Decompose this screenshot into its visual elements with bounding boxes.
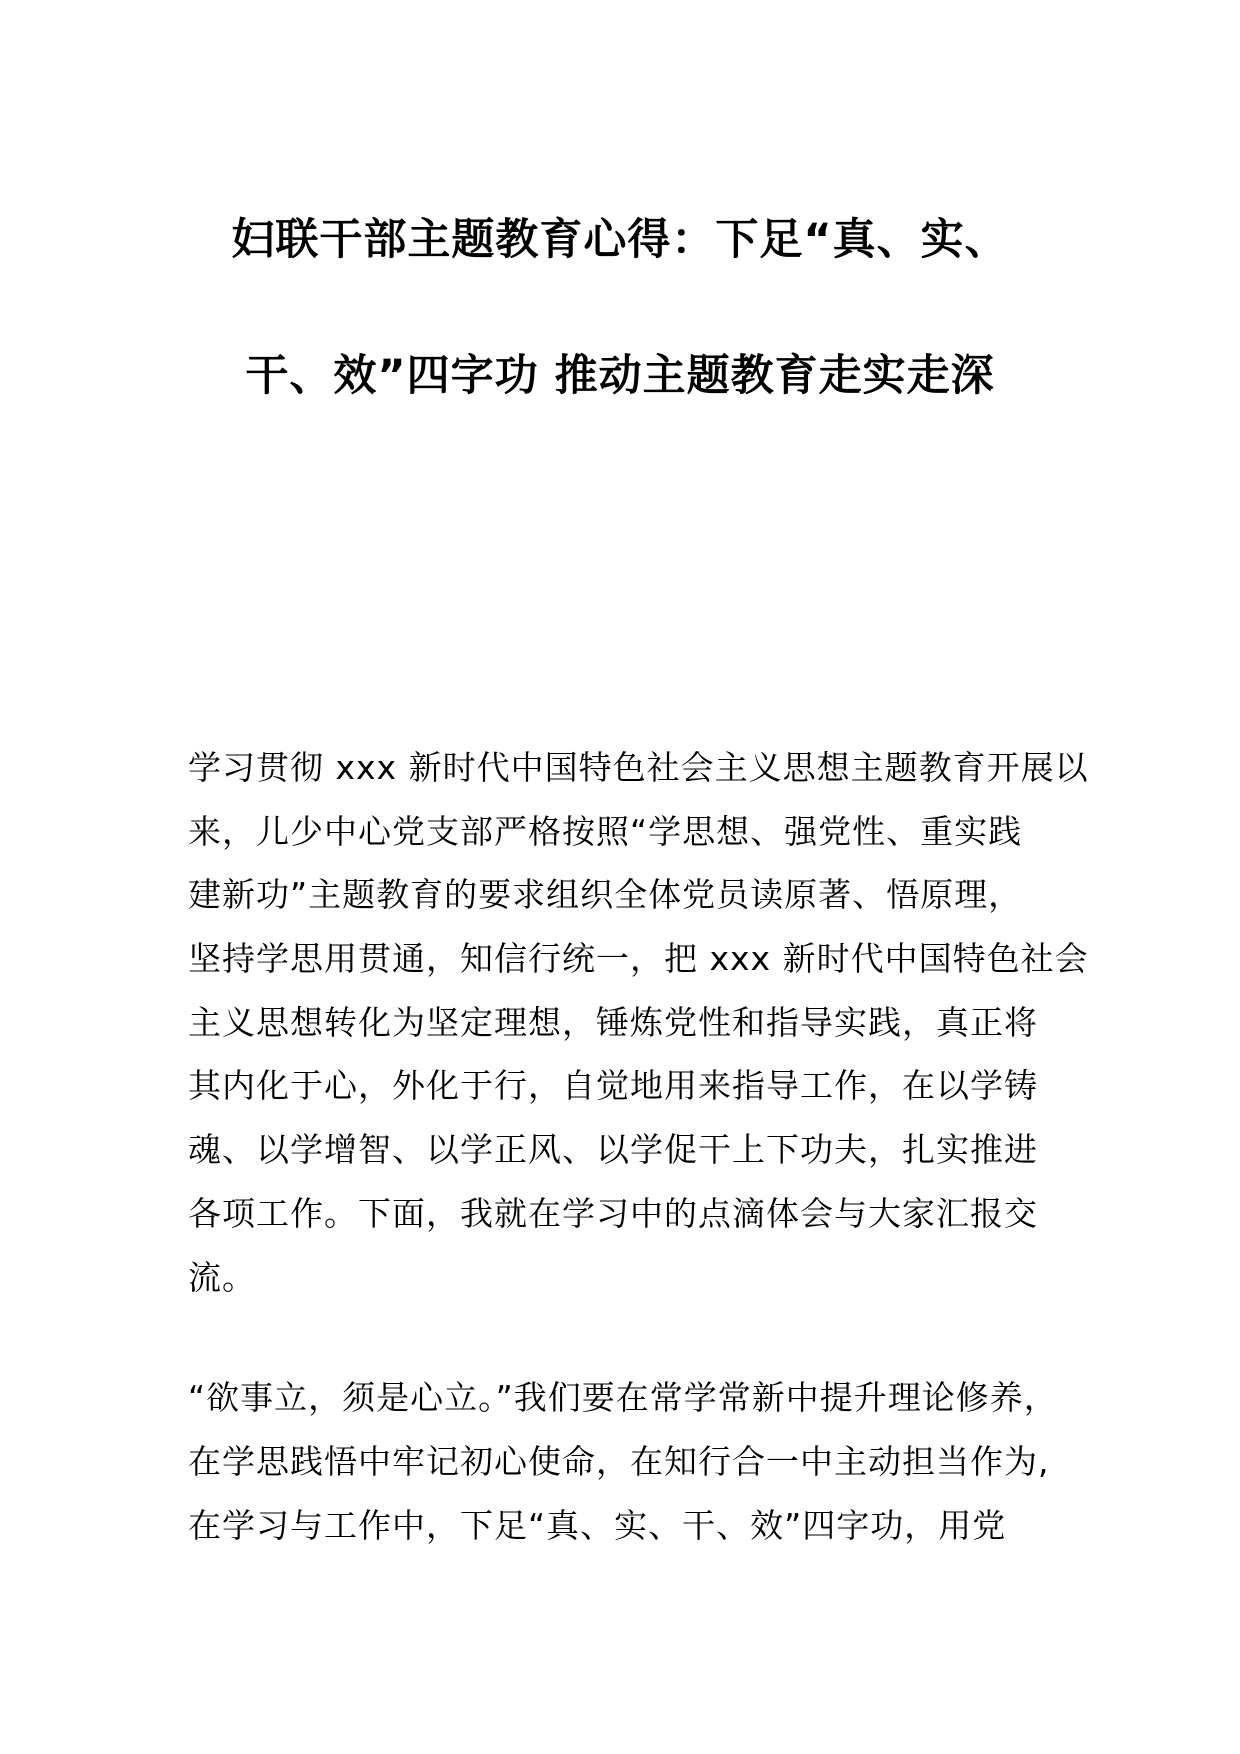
paragraph-line: 其内化于心，外化于行，自觉地用来指导工作，在以学铸 (188, 1066, 1038, 1106)
paragraph-line: 坚持学思用贯通，知信行统一，把 xxx 新时代中国特色社会 (188, 939, 1089, 979)
paragraph-line: 主义思想转化为坚定理想，锤炼党性和指导实践，真正将 (188, 1002, 1038, 1042)
paragraph-line: 各项工作。下面，我就在学习中的点滴体会与大家汇报交 (188, 1193, 1038, 1233)
paragraph-line: 建新功”主题教育的要求组织全体党员读原著、悟原理， (188, 875, 1023, 915)
paragraph-line: 流。 (188, 1257, 256, 1297)
paragraph-line: 在学习与工作中，下足“真、实、干、效”四字功，用党 (188, 1505, 1007, 1545)
paragraph-line: 学习贯彻 xxx 新时代中国特色社会主义思想主题教育开展以 (188, 748, 1089, 787)
title-line-2: 干、效”四字功 推动主题教育走实走深 (245, 351, 995, 401)
title-line-1: 妇联干部主题教育心得：下足“真、实、 (231, 215, 1009, 265)
paragraph-line: 魂、以学增智、以学正风、以学促干上下功夫，扎实推进 (188, 1130, 1038, 1170)
paragraph-intro (188, 736, 1089, 1309)
paragraph-quote (188, 1366, 1068, 1557)
document-title (150, 172, 1090, 444)
paragraph-line: 来，儿少中心党支部严格按照“学思想、强党性、重实践 (188, 811, 1023, 851)
paragraph-line: “欲事立，须是心立。”我们要在常学常新中提升理论修养， (188, 1378, 1058, 1418)
paragraph-line: 在学思践悟中牢记初心使命，在知行合一中主动担当作为, (188, 1441, 1050, 1481)
document-body (188, 736, 1089, 1557)
